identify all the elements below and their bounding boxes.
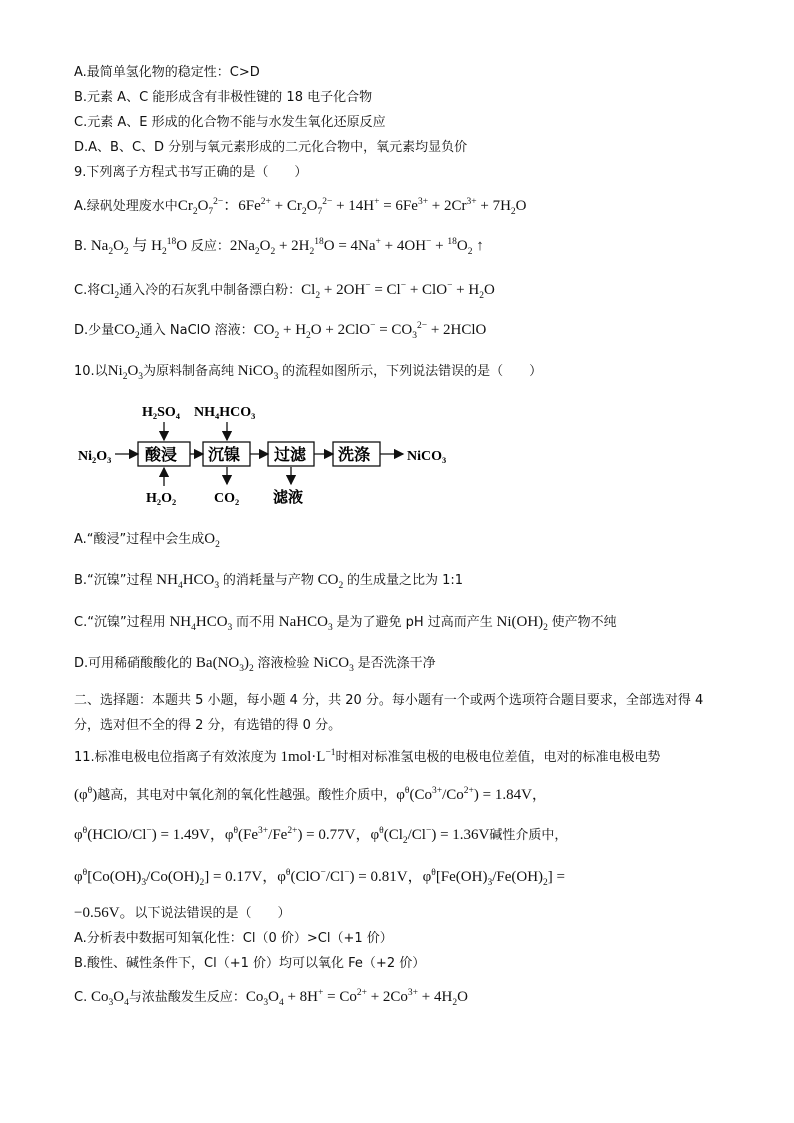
q9-option-d: D.少量$CO_2$通入 NaClO 溶液：$CO_2 + H_2O + 2ClO^- = CO_3^{2-}$ + 2HClO xyxy=(74,321,487,341)
flow-step-4: 洗涤 xyxy=(338,447,371,464)
q8-option-c: C.元素 A、E 形成的化合物不能与水发生氧化还原反应 xyxy=(74,115,386,130)
q11-line-3: $\varphi^\theta(HClO/Cl^-) = 1.49V$，$\varphi^\theta(Fe^{3+}/Fe^{2+}) = 0.77V$，$\varphi^\theta(Cl_2/Cl^-) = 1.36V$碱性介质中， xyxy=(74,826,568,846)
flow-output-co2: CO₂ xyxy=(214,491,240,506)
q8-option-d: D.A、B、C、D 分别与氧元素形成的二元化合物中，氧元素均显负价 xyxy=(74,140,468,155)
q8-option-b: B.元素 A、C 能形成含有非极性键的 18 电子化合物 xyxy=(74,90,373,105)
flow-step-3: 过滤 xyxy=(274,447,307,464)
flow-step-2: 沉镍 xyxy=(208,447,241,464)
q11-option-a: A.分析表中数据可知氧化性：Cl（0 价）>Cl（+1 价） xyxy=(74,931,393,946)
q10-option-a: A.“酸浸”过程中会生成$O_2$ xyxy=(74,531,220,550)
q11-line-5: −0.56V。以下说法错误的是（ ） xyxy=(74,905,291,921)
q8-option-a: A.最简单氢化物的稳定性：C>D xyxy=(74,65,260,80)
flow-output-filtrate: 滤液 xyxy=(273,490,304,506)
flow-step-1: 酸浸 xyxy=(145,447,178,464)
q11-line-2: $(\varphi^\theta)$越高，其电对中氧化剂的氧化性越强。酸性介质中，$\varphi^\theta(Co^{3+}/Co^{2+}) = 1.84V$， xyxy=(74,786,547,803)
process-flow-diagram xyxy=(70,398,470,508)
q10-option-b: B.“沉镍”过程 $NH_4HCO_3$ 的消耗量与产物 $CO_2$ 的生成量之比为 1:1 xyxy=(74,572,464,591)
flow-input-nh4hco3: NH₄HCO₃ xyxy=(194,405,256,420)
flow-input-h2so4: H₂SO₄ xyxy=(142,405,180,420)
q11-line-4: $\varphi^\theta[Co(OH)_3/Co(OH)_2] = 0.17V$，$\varphi^\theta(ClO^-/Cl^-) = 0.81V$，$\varphi^\theta[Fe(OH)_3/Fe(OH)_2]$ = xyxy=(74,868,566,888)
q10-option-c: C.“沉镍”过程用 $NH_4HCO_3$ 而不用 NaHCO$_3$ 是为了避免 pH 过高而产生 $Ni(OH)_2$ 使产物不纯 xyxy=(74,614,617,633)
q9-stem: 9.下列离子方程式书写正确的是（ ） xyxy=(74,165,308,180)
q11-line-1: 11.标准电极电位指离子有效浓度为 $1mol\cdot L^{-1}$时相对标准氢电极的电极电位差值，电对的标准电极电势 xyxy=(74,748,661,765)
section-2-header: 二、选择题：本题共 5 小题，每小题 4 分，共 20 分。每小题有一个或两个选项符合题目要求，全部选对得 4 分，选对但不全的得 2 分，有选错的得 0 分。 xyxy=(74,693,704,733)
q11-option-c: C. $Co_3O_4$与浓盐酸发生反应：$Co_3O_4 + 8H^+ = Co^{2+} + 2Co^{3+} + 4H_2O$ xyxy=(74,988,468,1008)
q9-option-a: A.绿矾处理废水中$Cr_2O_7^{2-}$：$6Fe^{2+} + Cr_2O_7^{2-} + 14H^+ = 6Fe^{3+} + 2Cr^{3+} + 7H_2O$ xyxy=(74,197,527,217)
flow-end: NiCO₃ xyxy=(407,449,447,464)
q9-option-c: C.将$Cl_2$通入冷的石灰乳中制备漂白粉：$Cl_2 + 2OH^- = Cl^- + ClO^- + H_2O$ xyxy=(74,281,495,301)
q11-option-b: B.酸性、碱性条件下，Cl（+1 价）均可以氧化 Fe（+2 价） xyxy=(74,956,426,971)
q10-option-d: D.可用稀硝酸酸化的 $Ba(NO_3)_2$ 溶液检验 NiCO$_3$ 是否洗涤干净 xyxy=(74,655,436,674)
q9-option-b: B. $Na_2O_2$ 与 $H_2^{18}O$ 反应：$2Na_2O_2 + 2H_2^{18}O = 4Na^+ + 4OH^- + ^{18}O_2$ ↑ xyxy=(74,237,484,257)
flow-start: Ni₂O₃ xyxy=(78,449,112,464)
q10-stem: 10.以$Ni_2O_3$为原料制备高纯 NiCO$_3$ 的流程如图所示，下列说法错误的是（ ） xyxy=(74,363,543,382)
flow-input-h2o2: H₂O₂ xyxy=(146,491,177,506)
